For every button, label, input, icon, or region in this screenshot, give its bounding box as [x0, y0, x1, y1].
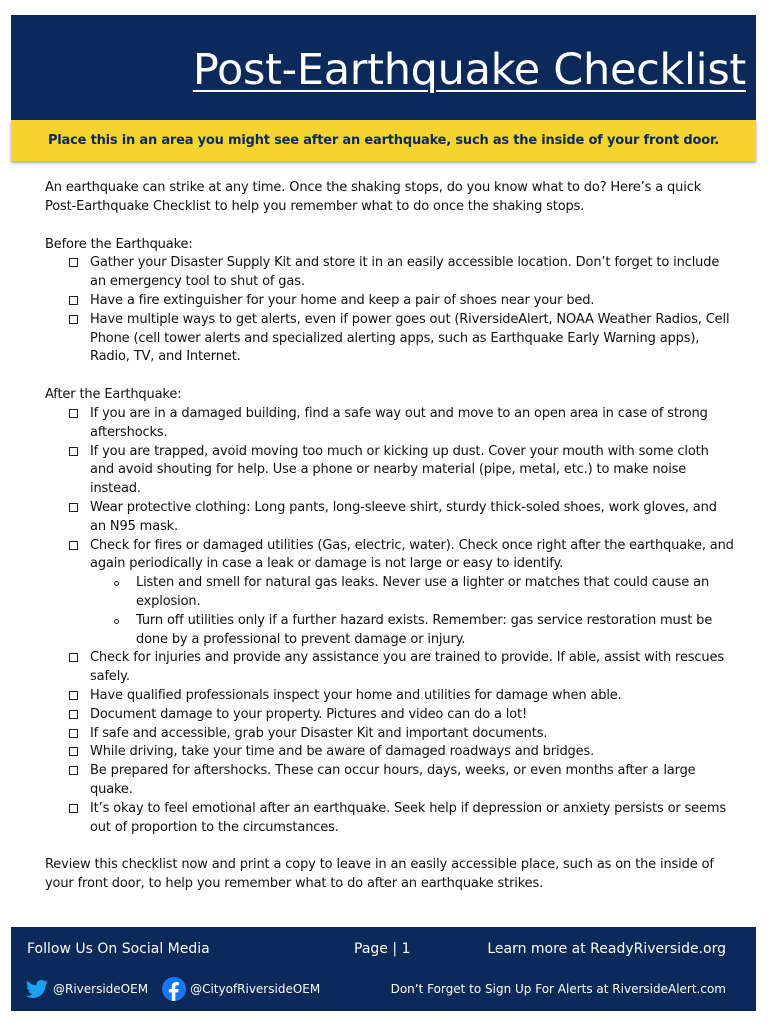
checkbox-icon[interactable]: [69, 541, 78, 550]
checkbox-icon[interactable]: [69, 747, 78, 756]
alerts-signup-text[interactable]: Don’t Forget to Sign Up For Alerts at RiversideAlert.com: [390, 982, 726, 996]
list-item: Check for fires or damaged utilities (Gas, electric, water). Check once right after the earthquake, and again periodically in case a leak or damage is not large or easy to identify. Listen and smell for natural gas leaks. Never use a lighter or matches that could cause an explosion. Turn off utilities only if a further hazard exists. Remember: gas service restoration must be done by a professional to prevent damage or injury.: [69, 537, 735, 650]
learn-more-link[interactable]: Learn more at ReadyRiverside.org: [487, 941, 726, 957]
checkbox-icon[interactable]: [69, 691, 78, 700]
intro-paragraph: An earthquake can strike at any time. Once the shaking stops, do you know what to do? Here’s a quick Post-Earthquake Checklist to help you remember what to do once the shaking stops.: [45, 180, 702, 214]
social-links: [25, 977, 334, 1001]
facebook-icon[interactable]: [162, 977, 186, 1001]
list-item: Have multiple ways to get alerts, even if power goes out (RiversideAlert, NOAA Weather Radios, Cell Phone (cell tower alerts and specialized alerting apps, such as Earthquake Early Warning apps), Radio, TV, and Internet.: [69, 311, 735, 367]
instruction-banner: [11, 120, 756, 161]
checkbox-icon[interactable]: [69, 296, 78, 305]
twitter-handle[interactable]: @RiversideOEM: [53, 982, 149, 996]
sub-list-item: Listen and smell for natural gas leaks. Never use a lighter or matches that could cause an explosion.: [114, 574, 735, 612]
sub-list-item: Turn off utilities only if a further hazard exists. Remember: gas service restoration must be done by a professional to prevent damage or injury.: [114, 612, 735, 650]
footer-follow-text: Follow Us On Social Media: [27, 941, 210, 957]
after-section-title: After the Earthquake:: [45, 387, 182, 403]
list-item: Gather your Disaster Supply Kit and store it in an easily accessible location. Don’t forget to include an emergency tool to shut of gas.: [69, 254, 735, 292]
footer-bar: [11, 927, 756, 1011]
checkbox-icon[interactable]: [69, 766, 78, 775]
header-bar: [11, 15, 756, 120]
before-checklist: [45, 254, 735, 367]
after-checklist: [45, 405, 735, 837]
checkbox-icon[interactable]: [69, 315, 78, 324]
list-item: If you are in a damaged building, find a safe way out and move to an open area in case of strong aftershocks.: [69, 405, 735, 443]
checkbox-icon[interactable]: [69, 729, 78, 738]
list-item: While driving, take your time and be aware of damaged roadways and bridges.: [69, 743, 735, 762]
list-item: Document damage to your property. Pictures and video can do a lot!: [69, 706, 735, 725]
checkbox-icon[interactable]: [69, 447, 78, 456]
banner-text: Place this in an area you might see after an earthquake, such as the inside of your front door.: [47, 133, 720, 148]
utilities-sublist: [90, 574, 735, 649]
checklist-content: [45, 179, 735, 894]
closing-paragraph: Review this checklist now and print a copy to leave in an easily accessible place, such as on the inside of your front door, to help you remember what to do after an earthquake strikes.: [45, 857, 714, 892]
list-item: If you are trapped, avoid moving too much or kicking up dust. Cover your mouth with some cloth and avoid shouting for help. Use a phone or nearby material (pipe, metal, etc.) to make noise instead.: [69, 443, 735, 499]
list-item: It’s okay to feel emotional after an earthquake. Seek help if depression or anxiety persists or seems out of proportion to the circumstances.: [69, 800, 735, 838]
facebook-handle[interactable]: @CityofRiversideOEM: [190, 982, 321, 996]
checkbox-icon[interactable]: [69, 653, 78, 662]
bullet-circle-icon: [114, 581, 119, 586]
list-item: If safe and accessible, grab your Disaster Kit and important documents.: [69, 725, 735, 744]
list-item: Check for injuries and provide any assistance you are trained to provide. If able, assist with rescues safely.: [69, 649, 735, 687]
checkbox-icon[interactable]: [69, 409, 78, 418]
page-title: Post-Earthquake Checklist: [192, 45, 746, 95]
checkbox-icon[interactable]: [69, 710, 78, 719]
checkbox-icon[interactable]: [69, 258, 78, 267]
checkbox-icon[interactable]: [69, 804, 78, 813]
list-item: Wear protective clothing: Long pants, long-sleeve shirt, sturdy thick-soled shoes, work gloves, and an N95 mask.: [69, 499, 735, 537]
list-item: Have qualified professionals inspect your home and utilities for damage when able.: [69, 687, 735, 706]
bullet-circle-icon: [114, 619, 119, 624]
twitter-icon[interactable]: [25, 977, 49, 1001]
checkbox-icon[interactable]: [69, 503, 78, 512]
list-item: Be prepared for aftershocks. These can occur hours, days, weeks, or even months after a large quake.: [69, 762, 735, 800]
before-section-title: Before the Earthquake:: [45, 236, 193, 252]
list-item: Have a fire extinguisher for your home and keep a pair of shoes near your bed.: [69, 292, 735, 311]
page-number: Page | 1: [354, 941, 411, 957]
